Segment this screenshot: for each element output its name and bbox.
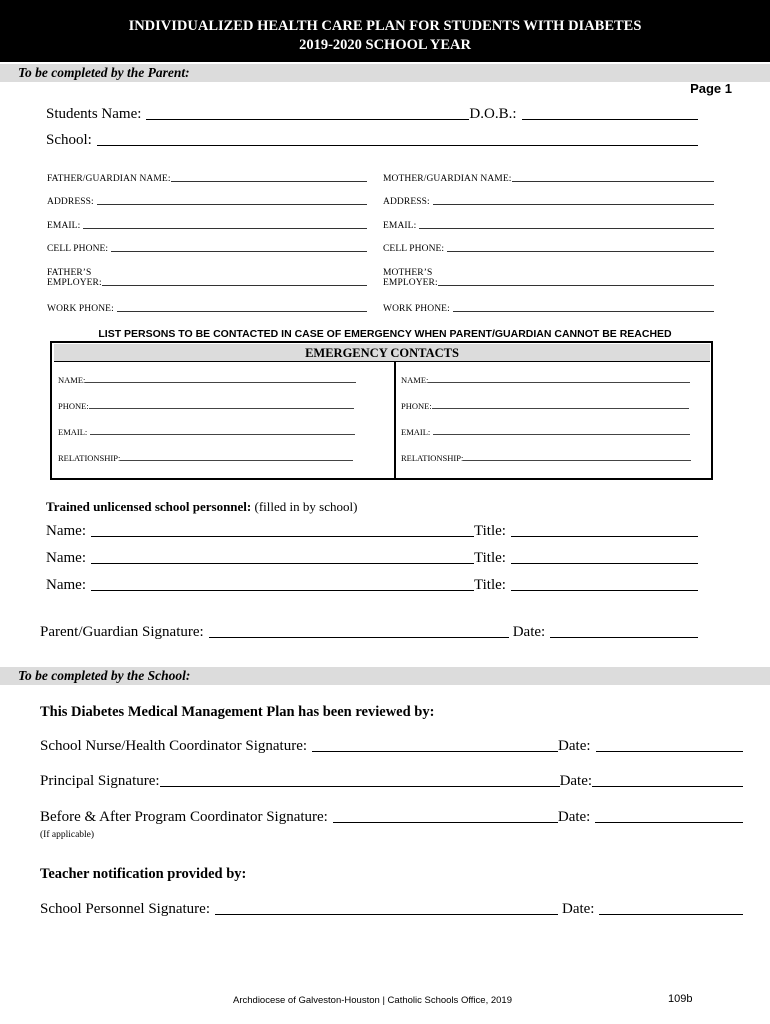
father-employer-label-line2: EMPLOYER:	[47, 278, 102, 288]
student-name-label: Students Name:	[46, 106, 142, 122]
personnel-date-field[interactable]	[599, 914, 743, 915]
ec1-name-label: NAME:	[58, 375, 86, 385]
dob-label: D.O.B.:	[469, 106, 517, 122]
personnel-3-title-label: Title:	[473, 577, 506, 593]
emergency-instruction: LIST PERSONS TO BE CONTACTED IN CASE OF EMERGENCY WHEN PARENT/GUARDIAN CANNOT BE REACHED	[98, 328, 672, 340]
ec2-phone-label: PHONE:	[401, 401, 432, 411]
personnel-3-name-field[interactable]	[91, 590, 474, 591]
father-name-field[interactable]	[171, 181, 367, 182]
ec1-phone-label: PHONE:	[58, 401, 89, 411]
emergency-column-divider	[394, 362, 396, 479]
ec1-email-field[interactable]	[90, 434, 355, 435]
personnel-signature-field[interactable]	[215, 914, 558, 915]
ec2-relationship-label: RELATIONSHIP:	[401, 453, 464, 463]
ec2-relationship-field[interactable]	[463, 460, 691, 461]
form-title-bar	[0, 0, 770, 62]
mother-cell-label: CELL PHONE:	[383, 244, 445, 254]
mother-email-field[interactable]	[419, 228, 714, 229]
mother-cell-row	[383, 244, 714, 254]
teacher-notification-heading: Teacher notification provided by:	[40, 866, 247, 882]
principal-signature-row	[40, 773, 743, 790]
mother-name-row	[383, 174, 714, 184]
trained-personnel-heading	[46, 499, 357, 515]
parent-signature-row	[40, 624, 698, 641]
page-number: Page 1	[690, 81, 732, 96]
ec2-email-field[interactable]	[433, 434, 690, 435]
ec2-name-row	[401, 375, 690, 385]
father-address-field[interactable]	[97, 204, 367, 205]
father-work-phone-row	[47, 304, 367, 314]
personnel-signature-row	[40, 901, 743, 918]
school-section-heading: To be completed by the School:	[0, 667, 770, 685]
father-employer-field[interactable]	[102, 285, 367, 286]
ec2-name-field[interactable]	[428, 382, 690, 383]
ec2-email-label: EMAIL:	[401, 427, 431, 437]
father-address-row	[47, 197, 367, 207]
personnel-1-name-field[interactable]	[91, 536, 474, 537]
nurse-signature-label: School Nurse/Health Coordinator Signature:	[40, 738, 308, 754]
personnel-1-title-label: Title:	[473, 523, 506, 539]
ec1-relationship-label: RELATIONSHIP:	[58, 453, 121, 463]
ec1-name-row	[58, 375, 356, 385]
father-cell-row	[47, 244, 367, 254]
ec2-relationship-row	[401, 453, 691, 463]
personnel-row-3	[46, 577, 698, 594]
mother-employer-row	[383, 268, 714, 288]
ec1-email-label: EMAIL:	[58, 427, 88, 437]
parent-signature-field[interactable]	[209, 637, 509, 638]
mother-name-field[interactable]	[512, 181, 715, 182]
mother-work-phone-row	[383, 304, 714, 314]
principal-signature-field[interactable]	[160, 786, 560, 787]
student-name-field[interactable]	[146, 119, 469, 120]
ec2-email-row	[401, 427, 690, 437]
dob-field[interactable]	[522, 119, 699, 120]
personnel-date-label: Date:	[561, 901, 595, 917]
personnel-3-title-field[interactable]	[511, 590, 698, 591]
father-email-field[interactable]	[83, 228, 367, 229]
footer-form-code: 109b	[668, 993, 693, 1005]
parent-section-heading: To be completed by the Parent:	[0, 64, 770, 82]
mother-work-phone-label: WORK PHONE:	[383, 304, 450, 314]
father-cell-field[interactable]	[111, 251, 367, 252]
parent-date-label: Date:	[512, 624, 546, 640]
ec2-phone-field[interactable]	[432, 408, 689, 409]
if-applicable-note: (If applicable)	[40, 830, 95, 840]
principal-date-field[interactable]	[592, 786, 743, 787]
parent-date-field[interactable]	[550, 637, 698, 638]
father-email-row	[47, 221, 367, 231]
mother-cell-field[interactable]	[447, 251, 714, 252]
footer-organization: Archdiocese of Galveston-Houston | Catholic Schools Office, 2019	[233, 995, 512, 1006]
principal-date-label: Date:	[559, 773, 593, 789]
personnel-3-name-label: Name:	[46, 577, 86, 593]
nurse-date-field[interactable]	[596, 751, 743, 752]
ec1-name-field[interactable]	[85, 382, 356, 383]
personnel-2-title-label: Title:	[473, 550, 506, 566]
mother-address-row	[383, 197, 714, 207]
trained-personnel-note: (filled in by school)	[251, 499, 358, 514]
mother-email-label: EMAIL:	[383, 221, 417, 231]
mother-name-label: MOTHER/GUARDIAN NAME:	[383, 174, 512, 184]
parent-signature-label: Parent/Guardian Signature:	[40, 624, 204, 640]
emergency-contacts-title: EMERGENCY CONTACTS	[54, 344, 710, 362]
mother-email-row	[383, 221, 714, 231]
ec1-relationship-row	[58, 453, 353, 463]
nurse-date-label: Date:	[558, 738, 591, 754]
personnel-2-title-field[interactable]	[511, 563, 698, 564]
school-year: 2019-2020 SCHOOL YEAR	[299, 37, 471, 53]
principal-signature-label: Principal Signature:	[40, 773, 160, 789]
program-signature-field[interactable]	[333, 822, 558, 823]
father-employer-label-line1: FATHER’S	[47, 268, 92, 278]
nurse-signature-field[interactable]	[312, 751, 558, 752]
program-signature-row	[40, 809, 743, 826]
ec2-name-label: NAME:	[401, 375, 429, 385]
father-name-row	[47, 174, 367, 184]
personnel-row-2	[46, 550, 698, 567]
father-address-label: ADDRESS:	[47, 197, 94, 207]
school-label: School:	[46, 132, 92, 148]
father-work-phone-field[interactable]	[117, 311, 367, 312]
program-signature-label: Before & After Program Coordinator Signature:	[40, 809, 328, 825]
mother-address-label: ADDRESS:	[383, 197, 430, 207]
ec1-phone-row	[58, 401, 354, 411]
father-email-label: EMAIL:	[47, 221, 81, 231]
form-title: INDIVIDUALIZED HEALTH CARE PLAN FOR STUDENTS WITH DIABETES	[128, 18, 642, 34]
mother-address-field[interactable]	[433, 204, 714, 205]
father-name-label: FATHER/GUARDIAN NAME:	[47, 174, 171, 184]
ec1-relationship-field[interactable]	[120, 460, 353, 461]
nurse-signature-row	[40, 738, 743, 755]
school-row	[46, 132, 698, 149]
program-date-label: Date:	[557, 809, 591, 825]
mother-employer-field[interactable]	[438, 285, 714, 286]
mother-employer-label-line2: EMPLOYER:	[383, 278, 438, 288]
trained-personnel-heading-bold: Trained unlicensed school personnel:	[46, 499, 252, 514]
program-date-field[interactable]	[595, 822, 743, 823]
personnel-signature-label: School Personnel Signature:	[40, 901, 210, 917]
reviewed-heading: This Diabetes Medical Management Plan has been reviewed by:	[40, 704, 435, 720]
personnel-row-1	[46, 523, 698, 540]
personnel-2-name-label: Name:	[46, 550, 86, 566]
mother-work-phone-field[interactable]	[453, 311, 714, 312]
student-info-row	[46, 106, 698, 123]
father-work-phone-label: WORK PHONE:	[47, 304, 114, 314]
ec1-phone-field[interactable]	[89, 408, 354, 409]
personnel-2-name-field[interactable]	[91, 563, 474, 564]
ec1-email-row	[58, 427, 355, 437]
father-employer-row	[47, 268, 367, 288]
ec2-phone-row	[401, 401, 689, 411]
personnel-1-name-label: Name:	[46, 523, 86, 539]
father-cell-label: CELL PHONE:	[47, 244, 109, 254]
personnel-1-title-field[interactable]	[511, 536, 698, 537]
school-field[interactable]	[97, 145, 698, 146]
mother-employer-label-line1: MOTHER’S	[383, 268, 433, 278]
